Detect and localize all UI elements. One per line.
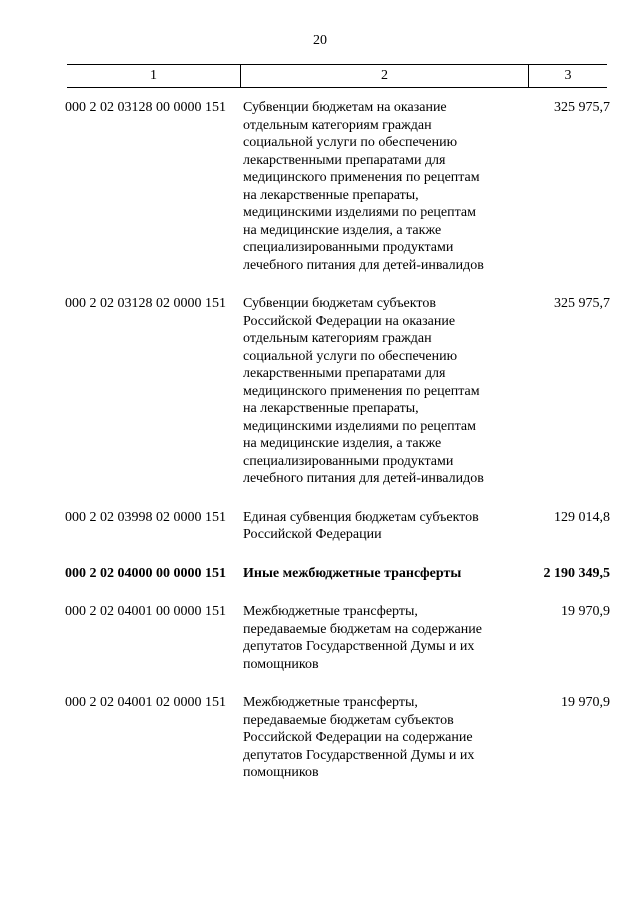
table-body xyxy=(65,99,610,782)
table-row xyxy=(65,509,610,544)
row-amount: 2 190 349,5 xyxy=(543,565,610,581)
table-row xyxy=(65,565,610,583)
row-description: Иные межбюджетные трансферты xyxy=(243,565,462,581)
row-code: 000 2 02 04000 00 0000 151 xyxy=(65,565,226,581)
row-code: 000 2 02 03128 02 0000 151 xyxy=(65,296,226,311)
row-code: 000 2 02 04001 02 0000 151 xyxy=(65,695,226,710)
page-number: 20 xyxy=(313,33,327,48)
row-code: 000 2 02 04001 00 0000 151 xyxy=(65,604,226,619)
table-row xyxy=(65,694,610,782)
table-row xyxy=(65,295,610,488)
row-description: Межбюджетные трансферты, передаваемые бюджетам на содержание депутатов Государственной Думы и их помощников xyxy=(243,604,482,672)
row-description: Единая субвенция бюджетам субъектов Российской Федерации xyxy=(243,509,479,542)
column-header-3: 3 xyxy=(564,68,572,83)
column-header-1: 1 xyxy=(67,65,241,87)
row-description: Субвенции бюджетам на оказание отдельным категориям граждан социальной услуги по обеспечению лекарственными препаратами для медицинского применения по рецептам на лекарственные препараты, медицинскими изделиями по рецептам на медицинские изделия, а также специализированными продуктами лечебного питания для детей-инвалидов xyxy=(243,100,484,273)
row-amount: 19 970,9 xyxy=(561,604,610,619)
row-description: Субвенции бюджетам субъектов Российской Федерации на оказание отдельным категориям граждан социальной услуги по обеспечению лекарственными препаратами для медицинского применения по рецептам на лекарственные препараты, медицинскими изделиями по рецептам на медицинские изделия, а также специализированными продуктами лечебного питания для детей-инвалидов xyxy=(243,296,484,486)
row-code: 000 2 02 03998 02 0000 151 xyxy=(65,509,226,525)
row-amount: 325 975,7 xyxy=(554,296,610,311)
row-amount: 129 014,8 xyxy=(554,509,610,525)
table-row xyxy=(65,99,610,274)
row-amount: 19 970,9 xyxy=(561,695,610,710)
table-header xyxy=(67,64,607,88)
row-code: 000 2 02 03128 00 0000 151 xyxy=(65,100,226,115)
table-row xyxy=(65,603,610,673)
row-amount: 325 975,7 xyxy=(554,100,610,115)
row-description: Межбюджетные трансферты, передаваемые бюджетам субъектов Российской Федерации на содержание депутатов Государственной Думы и их помощников xyxy=(243,695,475,780)
column-header-2: 2 xyxy=(241,65,529,87)
